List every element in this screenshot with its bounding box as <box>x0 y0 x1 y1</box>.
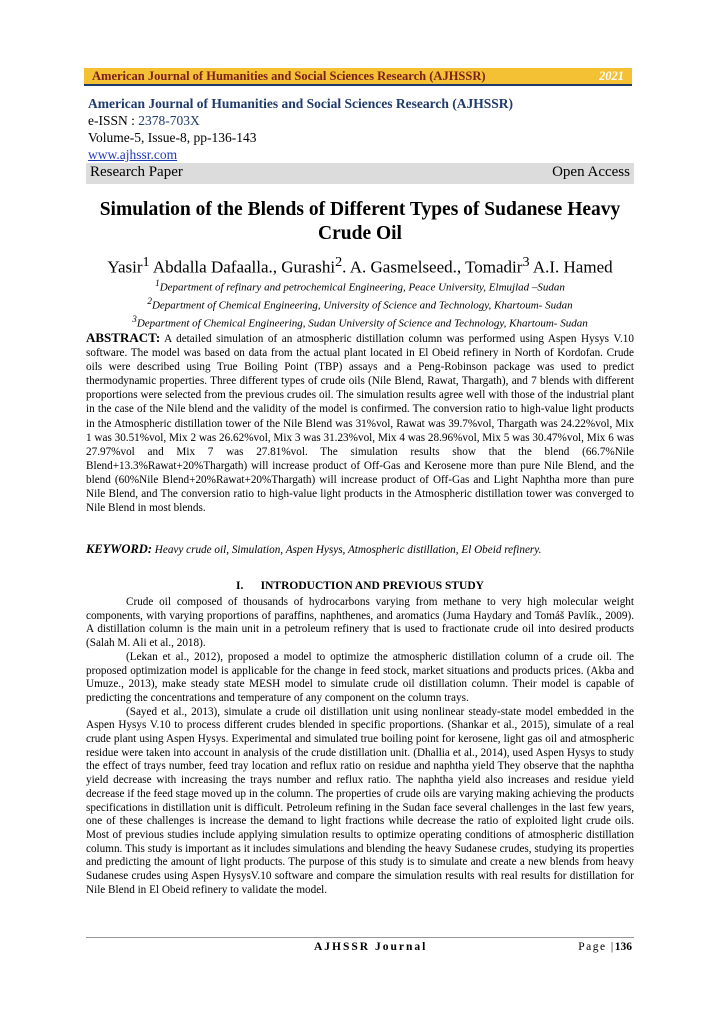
header-journal-title: American Journal of Humanities and Social Sciences Research (AJHSSR) <box>92 69 486 83</box>
affil-text: Department of refinary and petrochemical Engineering, Peace University, Elmujlad –Sudan <box>159 281 565 294</box>
body-text <box>86 596 634 897</box>
section-heading <box>86 580 634 592</box>
author-sup: 2 <box>335 254 343 270</box>
page-label: Page | <box>578 941 615 953</box>
access-type: Open Access <box>552 164 630 180</box>
journal-header-band <box>84 68 632 86</box>
section-number: I. <box>236 580 244 592</box>
paragraph: (Sayed et al., 2013), simulate a crude oil distillation unit using nonlinear steady-state model embedded in the Aspen Hysys V.10 to process different crudes blended in specific proportions. (Shankar et al., 2015), simulate of a real crude plant using Aspen Hysys. Experimental and simulated true boiling point for kerosene, light gas oil and atmospheric residue were taken into account in analysis of the crude distillation unit. (Dhallia et al., 2014), used Aspen Hysys to study the effect of trays number, feed tray location and reflux ratio on residue and naphtha yield They observe that the naphtha yield decrease with increasing the trays number and reflux ratio. The naphtha yield also increases and residue yield decrease if the feed stage moved up in the column. The properties of crude oils are varying making achieving the products specifications in distillation unit is difficult. Petroleum refining in the Sudan face several challenges in the last few years, one of these challenges is increase the demand to light fractions while decrease the ratio of exploited light crude oils. Most of previous studies include applying simulation results to optimize operating conditions of atmospheric distillation column. This study is important as it includes simulations and blending the heavy Sudanese crudes, studying its properties and predicting the amount of light products. The purpose of this study is to simulate and create a new blends from heavy Sudanese crudes using Aspen HysysV.10 software and compare the simulation results with real results for distillation for Nile Blend in El Obeid refinery to validate the model. <box>86 705 634 896</box>
journal-name: American Journal of Humanities and Social Sciences Research (AJHSSR) <box>88 96 513 111</box>
author-sup: 3 <box>522 254 530 270</box>
issn-label: e-ISSN : <box>88 113 135 128</box>
paragraph: Crude oil composed of thousands of hydrocarbons varying from methane to very high molecular weight components, with varying proportions of paraffins, naphthenes, and aromatics (Juma Haydary and Tomáš Pavlík., 2009). A distillation column is the main unit in a petroleum refinery that is used to fractionate crude oil into desired products (Salah M. Ali et al., 2018). <box>86 596 634 650</box>
issn-line <box>88 112 513 129</box>
author-sup: 1 <box>142 254 150 270</box>
keyword-label: KEYWORD: <box>86 542 152 556</box>
affil-sup: 3 <box>132 314 137 325</box>
abstract <box>86 331 634 515</box>
keyword-text: Heavy crude oil, Simulation, Aspen Hysys, Atmospheric distillation, El Obeid refinery. <box>154 544 542 556</box>
author-list <box>86 254 634 278</box>
affil-sup: 1 <box>155 278 160 288</box>
affiliation-1 <box>86 277 634 295</box>
affil-text: Department of Chemical Engineering, Sudan University of Science and Technology, Khartoum- Sudan <box>136 317 588 330</box>
footer-journal: AJHSSR Journal <box>314 941 428 953</box>
paragraph: (Lekan et al., 2012), proposed a model to optimize the atmospheric distillation column of a crude oil. The proposed optimization model is applicable for the change in feed stock, market situations and products prices. (Akba and Umuze., 2013), make steady state MESH model to simulate crude oil distillation column. Their model is capable of predicting the concentrations and temperature of any component on the column trays. <box>86 650 634 704</box>
affil-text: Department of Chemical Engineering, University of Science and Technology, Khartoum- Sudan <box>151 299 573 312</box>
keywords <box>86 542 634 557</box>
abstract-label: ABSTRACT: <box>86 330 161 345</box>
footer-page <box>578 941 632 953</box>
affiliation-3 <box>86 313 634 331</box>
author-text: Yasir <box>107 257 143 277</box>
affiliations <box>86 277 634 331</box>
affil-sup: 2 <box>147 296 152 307</box>
section-title: INTRODUCTION AND PREVIOUS STUDY <box>260 580 484 592</box>
affiliation-2 <box>86 295 634 313</box>
abstract-text: A detailed simulation of an atmospheric distillation column was performed using Aspen Hysys V.10 software. The model was based on data from the actual plant located in El Obeid refinery in North of Kordofan. Crude oils were described using True Boiling Point (TBP) assays and a Peng-Robinson package was used to predict thermodynamic properties. Three different types of crude oils (Nile Blend, Rawat, Thargath), and 7 blends with different proportions were selected from the previous crudes oil. The simulation results agree well with those of the industrial plant in the case of the Nile blend and the validity of the model is confirmed. The conversion ratio to high-value light products in the Atmospheric distillation tower of the Nile Blend was 31%vol, Rawat was 39.7%vol, Thargath was 24.22%vol, Mix 1 was 30.51%vol, Mix 2 was 26.62%vol, Mix 3 was 31.23%vol, Mix 4 was 28.96%vol, Mix 5 was 30.47%vol, Mix 6 was 27.97%vol and Mix 7 was 27.81%vol. The simulation results show that the blend (66.7%Nile Blend+13.3%Rawat+20%Thargath) will increase product of Off-Gas and Kerosene more than pure Nile Blend, and the blend (60%Nile Blend+20%Rawat+20%Thargath) will increase product of Off-Gas and Light Naphtha more than pure Nile Blend, and The conversion ratio to high-value light products in the Atmospheric distillation tower was converged to Nile Blend in most blends. <box>86 333 634 515</box>
issn-value: 2378-703X <box>138 113 200 128</box>
article-type-bar <box>86 163 634 184</box>
header-year: 2021 <box>599 69 624 83</box>
page-number: 136 <box>614 941 632 953</box>
paper-title: Simulation of the Blends of Different Types of Sudanese Heavy Crude Oil <box>99 199 621 244</box>
author-text: A.I. Hamed <box>529 257 613 277</box>
volume-issue: Volume-5, Issue-8, pp-136-143 <box>88 130 257 145</box>
journal-meta <box>88 95 513 163</box>
article-type: Research Paper <box>90 164 183 180</box>
journal-website-link[interactable]: www.ajhssr.com <box>88 147 178 162</box>
author-text: . A. Gasmelseed., Tomadir <box>342 257 523 277</box>
author-text: Abdalla Dafaalla., Gurashi <box>149 257 336 277</box>
page-footer <box>86 937 634 954</box>
